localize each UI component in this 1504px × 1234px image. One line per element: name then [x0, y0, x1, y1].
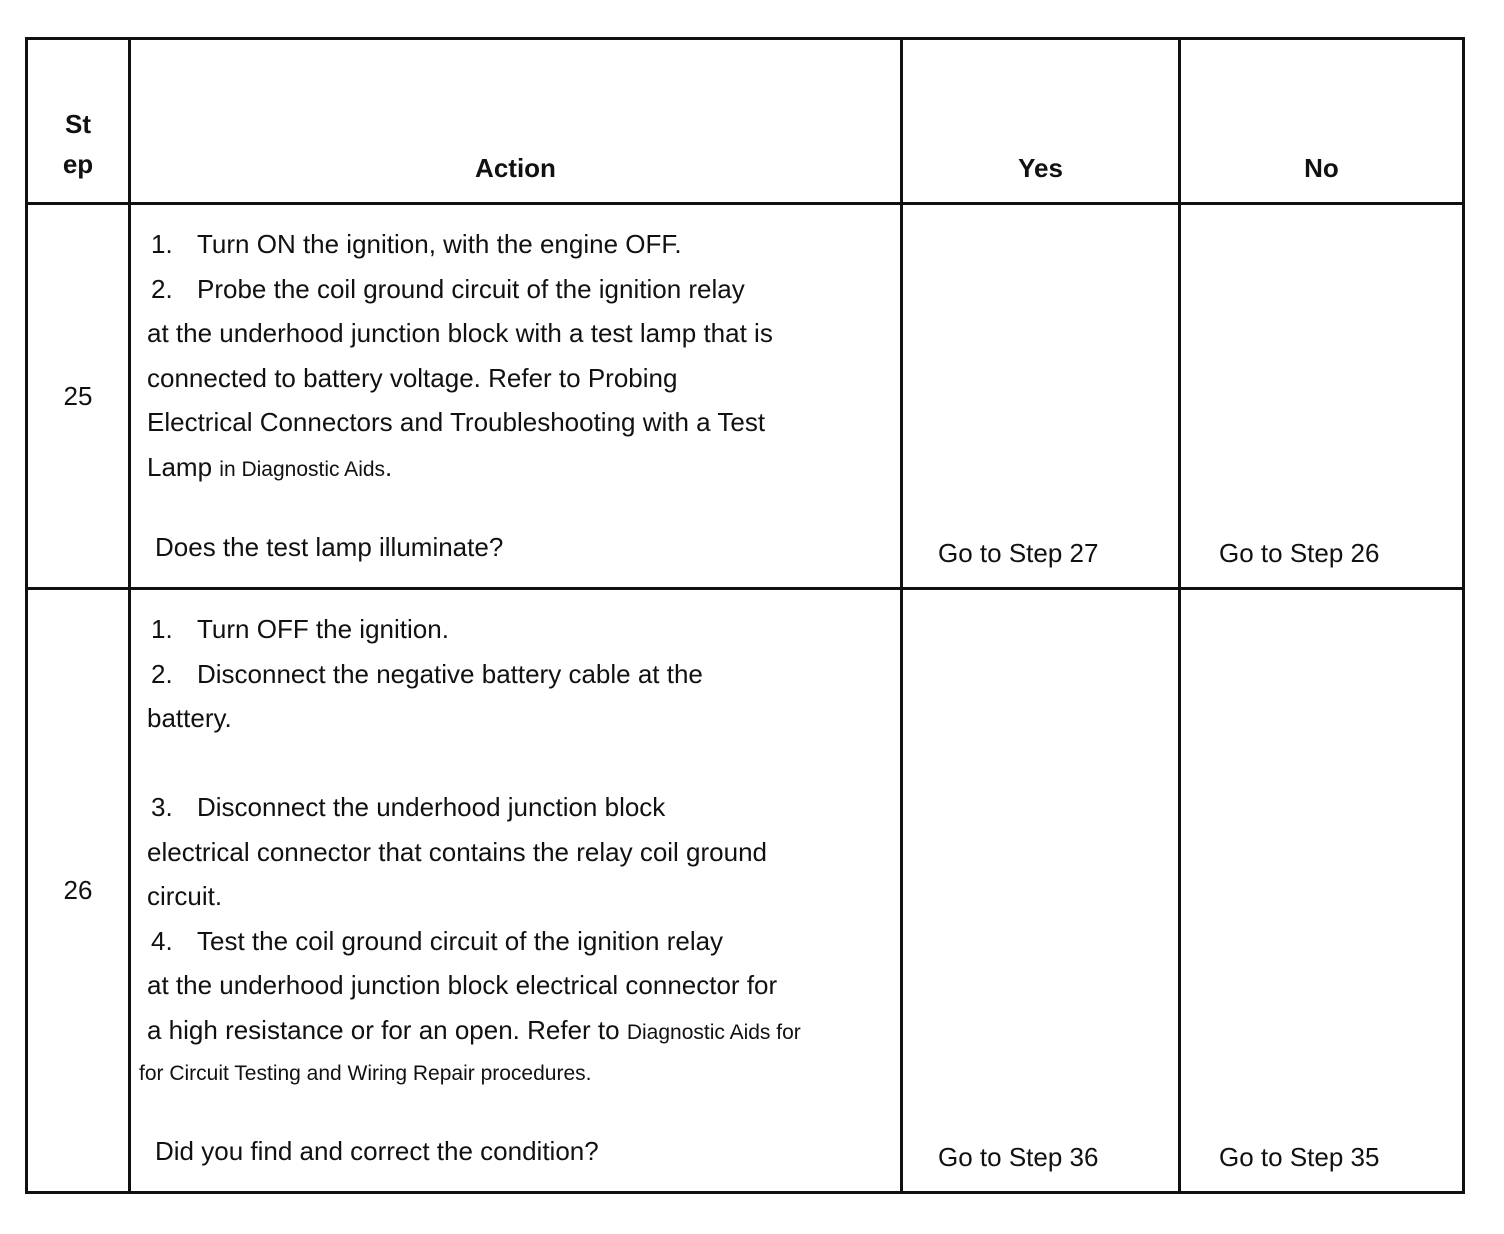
- action-item: [147, 607, 900, 652]
- header-yes: Yes: [902, 39, 1180, 204]
- header-action: Action: [130, 39, 902, 204]
- no-goto-step: Go to Step 35: [1219, 1142, 1380, 1172]
- item-text: Turn ON the ignition, with the engine OFF.: [197, 229, 682, 259]
- item-text: Turn OFF the ignition.: [197, 614, 449, 644]
- action-question: Does the test lamp illuminate?: [155, 531, 504, 562]
- item-text: Disconnect the underhood junction block: [197, 792, 666, 822]
- action-reference: Diagnostic Aids for: [626, 1020, 801, 1044]
- action-line: circuit.: [147, 881, 223, 911]
- header-step-part2: ep: [62, 149, 94, 179]
- no-goto-step: Go to Step 26: [1219, 538, 1380, 568]
- no-cell: [1180, 589, 1464, 1193]
- action-text: a high resistance or for an open. Refer to: [147, 1014, 620, 1045]
- action-line: at the underhood junction block electrical connector for: [147, 970, 778, 1000]
- action-line: battery.: [147, 703, 232, 733]
- item-number: 2.: [151, 273, 173, 304]
- item-text: Probe the coil ground circuit of the ignition relay: [197, 273, 745, 304]
- item-number: 1.: [151, 229, 173, 259]
- item-number: 3.: [151, 792, 173, 822]
- action-line: at the underhood junction block with a test lamp that is: [147, 318, 773, 348]
- action-cell: [130, 204, 902, 589]
- header-no: No: [1180, 39, 1464, 204]
- action-line: connected to battery voltage. Refer to Probing: [147, 362, 678, 393]
- yes-goto-step: Go to Step 27: [938, 538, 1099, 568]
- action-item: [147, 222, 900, 267]
- header-row: [27, 39, 1464, 204]
- action-line: Electrical Connectors and Troubleshooting with a Test: [147, 407, 766, 437]
- item-text: Disconnect the negative battery cable at the: [197, 658, 703, 689]
- action-item: [147, 267, 900, 312]
- diagnostic-table: [25, 37, 1465, 1194]
- action-reference: in Diagnostic Aids: [219, 457, 386, 481]
- item-number: 2.: [151, 658, 173, 689]
- header-step: [27, 39, 130, 204]
- action-text: Lamp: [147, 451, 213, 482]
- table-row: [27, 204, 1464, 589]
- item-number: 4.: [151, 925, 173, 956]
- action-question: Did you find and correct the condition?: [155, 1135, 599, 1166]
- yes-goto-step: Go to Step 36: [938, 1142, 1099, 1172]
- action-item: [147, 919, 900, 964]
- action-item: [147, 652, 900, 697]
- item-number: 1.: [151, 614, 173, 644]
- action-line: for Circuit Testing and Wiring Repair procedures.: [139, 1062, 592, 1085]
- table-row: [27, 589, 1464, 1193]
- yes-cell: [902, 204, 1180, 589]
- step-number: 26: [27, 589, 130, 1193]
- header-step-part1: St: [65, 109, 91, 139]
- action-cell: [130, 589, 902, 1193]
- no-cell: [1180, 204, 1464, 589]
- action-item: [147, 785, 900, 830]
- yes-cell: [902, 589, 1180, 1193]
- action-line: electrical connector that contains the relay coil ground: [147, 836, 768, 867]
- action-line: [147, 445, 900, 490]
- item-text: Test the coil ground circuit of the ignition relay: [197, 925, 724, 956]
- action-line: [147, 1008, 900, 1053]
- action-text-end: .: [385, 451, 393, 482]
- step-number: 25: [27, 204, 130, 589]
